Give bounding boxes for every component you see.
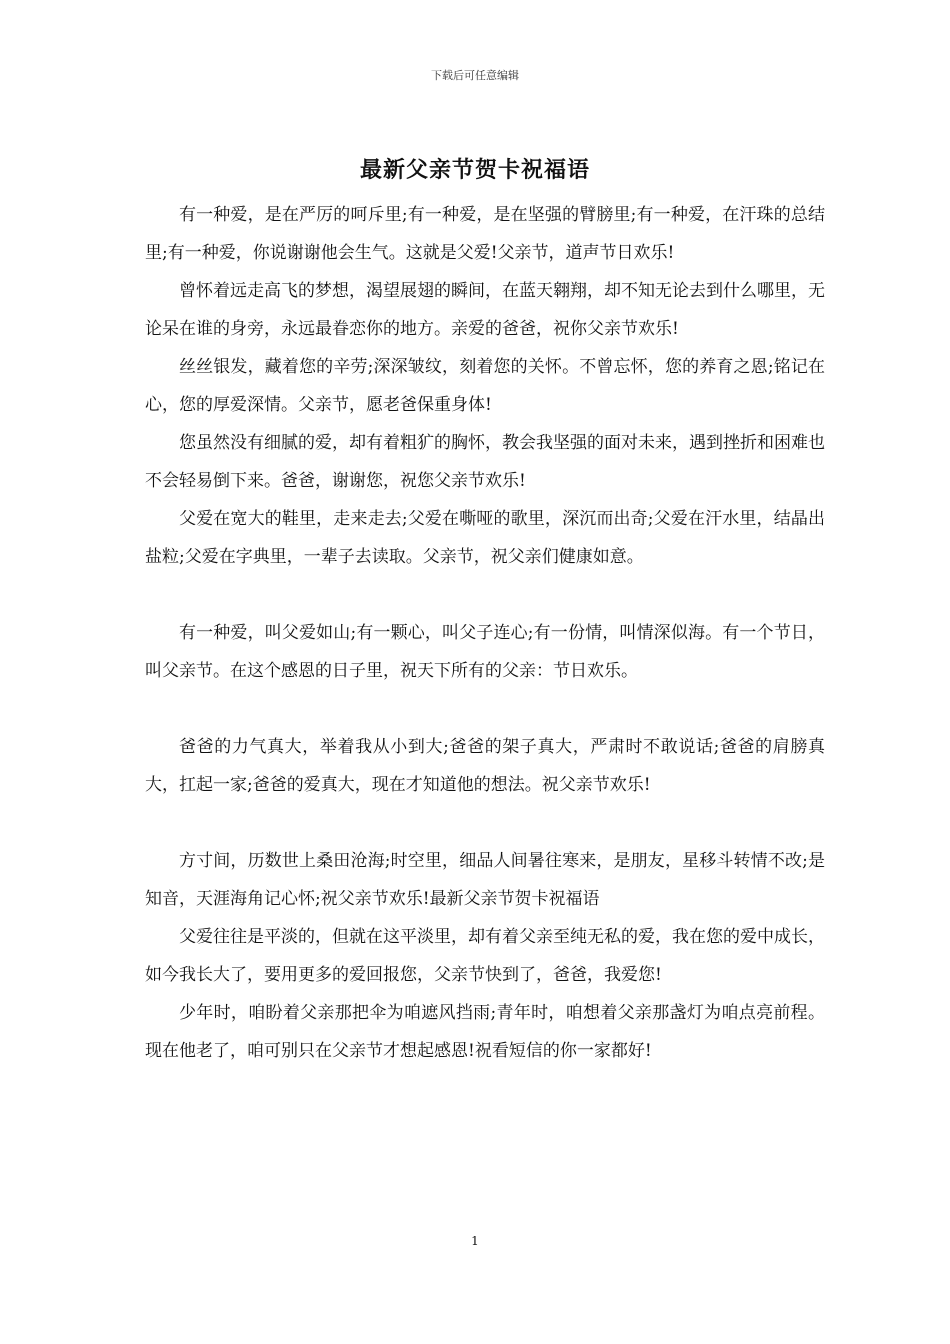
document-title: 最新父亲节贺卡祝福语 xyxy=(359,157,590,183)
paragraph-1: 有一种爱，是在严厉的呵斥里;有一种爱，是在坚强的臂膀里;有一种爱，在汗珠的总结里;有一种爱，你说谢谢他会生气。这就是父爱!父亲节，道声节日欢乐! xyxy=(145,205,825,263)
paragraph-3: 丝丝银发，藏着您的辛劳;深深皱纹，刻着您的关怀。不曾忘怀，您的养育之恩;铭记在心，您的厚爱深情。父亲节，愿老爸保重身体! xyxy=(145,357,825,415)
paragraph-5: 父爱在宽大的鞋里，走来走去;父爱在嘶哑的歌里，深沉而出奇;父爱在汗水里，结晶出盐粒;父爱在字典里，一辈子去读取。父亲节，祝父亲们健康如意。 xyxy=(145,509,825,567)
paragraph-9: 父爱往往是平淡的，但就在这平淡里，却有着父亲至纯无私的爱，我在您的爱中成长，如今我长大了，要用更多的爱回报您，父亲节快到了，爸爸，我爱您! xyxy=(145,927,825,985)
paragraph-4: 您虽然没有细腻的爱，却有着粗犷的胸怀，教会我坚强的面对未来，遇到挫折和困难也不会轻易倒下来。爸爸，谢谢您，祝您父亲节欢乐! xyxy=(145,433,825,491)
paragraph-7: 爸爸的力气真大，举着我从小到大;爸爸的架子真大，严肃时不敢说话;爸爸的肩膀真大，扛起一家;爸爸的爱真大，现在才知道他的想法。祝父亲节欢乐! xyxy=(145,737,825,795)
paragraph-10: 少年时，咱盼着父亲那把伞为咱遮风挡雨;青年时，咱想着父亲那盏灯为咱点亮前程。现在他老了，咱可别只在父亲节才想起感恩!祝看短信的你一家都好! xyxy=(145,1003,825,1061)
document-body xyxy=(145,196,825,1070)
paragraph-8: 方寸间，历数世上桑田沧海;时空里，细品人间暑往寒来，是朋友，星移斗转情不改;是知音，天涯海角记心怀;祝父亲节欢乐!最新父亲节贺卡祝福语 xyxy=(145,851,825,909)
paragraph-6: 有一种爱，叫父爱如山;有一颗心，叫父子连心;有一份情，叫情深似海。有一个节日，叫父亲节。在这个感恩的日子里，祝天下所有的父亲：节日欢乐。 xyxy=(145,623,825,681)
page-number: 1 xyxy=(471,1234,479,1248)
page-header-note: 下载后可任意编辑 xyxy=(431,69,519,82)
paragraph-2: 曾怀着远走高飞的梦想，渴望展翅的瞬间，在蓝天翱翔，却不知无论去到什么哪里，无论呆在谁的身旁，永远最眷恋你的地方。亲爱的爸爸，祝你父亲节欢乐! xyxy=(145,281,825,339)
